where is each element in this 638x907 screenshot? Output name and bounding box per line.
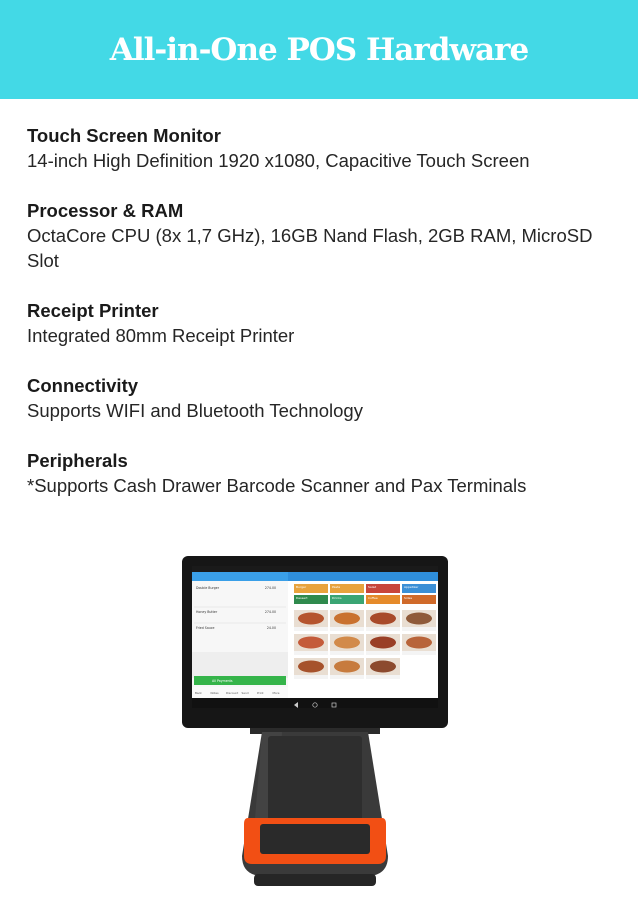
spec-body: *Supports Cash Drawer Barcode Scanner and Pax Terminals (27, 475, 527, 496)
spec-processor (27, 199, 617, 273)
category-label: Burger (296, 585, 307, 589)
order-item-name: Honey Butter (196, 610, 218, 614)
food-tile[interactable] (402, 610, 436, 631)
spec-touch-screen (27, 124, 617, 173)
spec-body: 14-inch High Definition 1920 x1080, Capacitive Touch Screen (27, 150, 530, 171)
food-tile[interactable] (366, 610, 400, 631)
food-tile[interactable] (330, 658, 364, 679)
spec-title: Connectivity (27, 375, 139, 396)
food-tile[interactable] (330, 634, 364, 655)
pos-device-illustration (182, 556, 448, 902)
food-tile[interactable] (330, 610, 364, 631)
food-tile[interactable] (366, 658, 400, 679)
food-tile[interactable] (366, 634, 400, 655)
order-item-price: 274.00 (264, 586, 276, 590)
screen-tab[interactable]: More (272, 691, 280, 695)
spec-body: OctaCore CPU (8x 1,7 GHz), 16GB Nand Flash, 2GB RAM, MicroSD Slot (27, 225, 593, 271)
pay-button[interactable] (194, 676, 286, 685)
spec-connectivity (27, 374, 617, 423)
spec-title: Peripherals (27, 450, 128, 471)
food-tile[interactable] (294, 634, 328, 655)
category-label: Salad (368, 585, 377, 589)
order-item-name: Fried Sauce (196, 626, 215, 630)
food-tile[interactable] (294, 658, 328, 679)
spec-title: Touch Screen Monitor (27, 125, 221, 146)
category-label: Appetizer (404, 585, 419, 589)
category-label: Pasta (332, 585, 341, 589)
screen-tab[interactable]: Send (241, 691, 249, 695)
food-tile[interactable] (402, 634, 436, 655)
screen-tab[interactable]: Discount (226, 691, 239, 695)
spec-receipt-printer (27, 299, 617, 348)
pos-device-svg (182, 556, 448, 902)
order-item-name: Double Burger (196, 586, 220, 590)
spec-title: Processor & RAM (27, 200, 184, 221)
spec-title: Receipt Printer (27, 300, 159, 321)
printer-stand (242, 714, 388, 886)
spec-body: Integrated 80mm Receipt Printer (27, 325, 295, 346)
order-item-price: 274.00 (264, 610, 276, 614)
page-title: All-in-One POS Hardware (109, 31, 529, 68)
spec-list (27, 124, 617, 524)
pay-button-label: All Payments (212, 679, 233, 683)
spec-body: Supports WIFI and Bluetooth Technology (27, 400, 363, 421)
screen-tab[interactable]: Print (257, 691, 264, 695)
device-screen (192, 566, 438, 708)
header-banner (0, 0, 638, 99)
food-tile[interactable] (294, 610, 328, 631)
category-label: Sides (404, 596, 413, 600)
category-label: Drinks (332, 596, 342, 600)
screen-tab[interactable]: Notes (210, 691, 219, 695)
spec-peripherals (27, 449, 617, 498)
category-label: Coffee (368, 596, 378, 600)
screen-tab[interactable]: Back (195, 691, 202, 695)
category-label: Dessert (296, 596, 308, 600)
order-item-price: 24.00 (266, 626, 276, 630)
